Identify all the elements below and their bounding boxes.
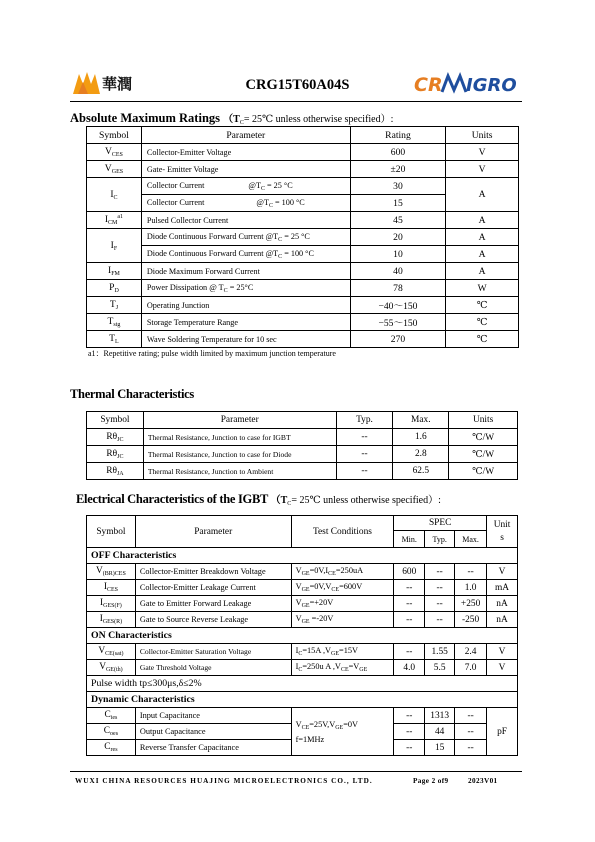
symbol-cell: $R\theta_{JC}$ <box>87 446 144 463</box>
typ-cell: -- <box>425 564 455 580</box>
typ-cell: 1313 <box>425 708 455 724</box>
max-cell: 62.5 <box>393 463 449 480</box>
table-row <box>87 331 519 348</box>
max-cell: +250 <box>455 596 487 612</box>
header-rule <box>70 101 522 102</box>
max-cell: -- <box>455 724 487 740</box>
table-row <box>87 280 519 297</box>
rating-cell: ±20 <box>350 161 446 178</box>
table-header-row <box>87 127 519 144</box>
footer-company: WUXI CHINA RESOURCES HUAJING MICROELECTRONICS CO., LTD. <box>75 777 373 785</box>
elec-condition: （$T_C=$ 25℃ unless otherwise specified）: <box>270 495 441 507</box>
col-parameter: Parameter <box>135 516 291 548</box>
table-header-row <box>87 412 518 429</box>
thermal-table <box>86 411 518 480</box>
test-cell: $V_{CE}=25V,V_{GE}=0V$ f=1MHz <box>291 708 394 756</box>
col-units: Units <box>446 127 519 144</box>
unit-cell: V <box>487 660 518 676</box>
min-cell: 4.0 <box>394 660 425 676</box>
table-header-row <box>87 516 518 531</box>
table-row <box>87 314 519 331</box>
max-cell: 1.6 <box>393 429 449 446</box>
electrical-table <box>86 515 518 756</box>
test-cell: $V_{GE} =-20V$ <box>291 612 394 628</box>
document-title: CRG15T60A04S <box>245 77 350 93</box>
symbol-cell: $P_D$ <box>87 280 142 297</box>
parameter-cell: Collector-Emitter Saturation Voltage <box>135 644 291 660</box>
symbol-cell: $T_J$ <box>87 297 142 314</box>
elec-title: Electrical Characteristics of the IGBT （$T_C=$ 25℃ unless otherwise specified）: <box>76 492 441 507</box>
unit-cell: A <box>446 178 519 212</box>
table-row <box>87 246 519 263</box>
svg-text:CR: CR <box>414 74 443 96</box>
unit-cell: ℃/W <box>449 463 518 480</box>
thermal-title: Thermal Characteristics <box>70 387 194 401</box>
unit-cell: mA <box>487 580 518 596</box>
abs-max-condition: （$T_C=$ 25℃ unless otherwise specified）: <box>223 114 394 126</box>
table-row <box>87 297 519 314</box>
symbol-cell: $V_{CE(sat)}$ <box>87 644 136 660</box>
abs-max-title: Absolute Maximum Ratings （$T_C=$ 25℃ unless otherwise specified）: <box>70 111 394 126</box>
col-units: Units <box>487 516 518 548</box>
symbol-cell: $I_{GES(R)}$ <box>87 612 136 628</box>
symbol-cell: $R\theta_{JC}$ <box>87 429 144 446</box>
table-row <box>87 229 519 246</box>
footer-rule <box>70 771 522 772</box>
rating-cell: −55～150 <box>350 314 446 331</box>
unit-cell: A <box>446 263 519 280</box>
max-cell: -- <box>455 740 487 756</box>
test-cell: $V_{GE}=0V,I_{CE}=250uA$ <box>291 564 394 580</box>
parameter-cell: Diode Continuous Forward Current $@T_C = 25$ °C <box>141 229 350 246</box>
min-cell: -- <box>394 708 425 724</box>
symbol-cell: $T_L$ <box>87 331 142 348</box>
col-max: Max. <box>393 412 449 429</box>
table-row <box>87 144 519 161</box>
rating-cell: −40～150 <box>350 297 446 314</box>
table-row <box>87 612 518 628</box>
symbol-cell: $T_{stg}$ <box>87 314 142 331</box>
min-cell: -- <box>394 724 425 740</box>
min-cell: -- <box>394 580 425 596</box>
rating-cell: 20 <box>350 229 446 246</box>
rating-cell: 45 <box>350 212 446 229</box>
parameter-cell: Diode Continuous Forward Current $@T_C = 100$ °C <box>141 246 350 263</box>
abs-max-table <box>86 126 519 348</box>
symbol-cell: $C_{ies}$ <box>87 708 136 724</box>
on-characteristics-title: ON Characteristics <box>87 628 518 644</box>
unit-cell: V <box>446 161 519 178</box>
symbol-cell: $I_F$ <box>87 229 142 263</box>
typ-cell: -- <box>336 429 393 446</box>
parameter-cell: Thermal Resistance, Junction to case for IGBT <box>143 429 336 446</box>
unit-cell: ℃ <box>446 331 519 348</box>
unit-cell: A <box>446 246 519 263</box>
table-row <box>87 178 519 195</box>
parameter-cell: Collector-Emitter Breakdown Voltage <box>135 564 291 580</box>
typ-cell: -- <box>425 612 455 628</box>
parameter-cell: Collector-Emitter Voltage <box>141 144 350 161</box>
min-cell: -- <box>394 644 425 660</box>
max-cell: 7.0 <box>455 660 487 676</box>
typ-cell: -- <box>336 446 393 463</box>
footer-page: Page 2 of9 <box>413 777 449 785</box>
note-row <box>87 676 518 692</box>
unit-cell: pF <box>487 708 518 756</box>
dynamic-characteristics-title: Dynamic Characteristics <box>87 692 518 708</box>
min-cell: 600 <box>394 564 425 580</box>
symbol-cell: $V_{CES}$ <box>87 144 142 161</box>
parameter-cell: Pulsed Collector Current <box>141 212 350 229</box>
symbol-cell: $I_{GES(F)}$ <box>87 596 136 612</box>
typ-cell: 44 <box>425 724 455 740</box>
rating-cell: 78 <box>350 280 446 297</box>
symbol-cell: $C_{oes}$ <box>87 724 136 740</box>
test-cell: $V_{GE}=0V,V_{CE}=600V$ <box>291 580 394 596</box>
table-row <box>87 212 519 229</box>
max-cell: -250 <box>455 612 487 628</box>
table-row <box>87 660 518 676</box>
pulse-width-note: Pulse width tp≤300μs,δ≤2% <box>87 676 518 692</box>
unit-cell: ℃/W <box>449 446 518 463</box>
symbol-cell: $R\theta_{JA}$ <box>87 463 144 480</box>
col-parameter: Parameter <box>143 412 336 429</box>
table-row <box>87 161 519 178</box>
max-cell: -- <box>455 708 487 724</box>
col-units: Units <box>449 412 518 429</box>
group-row <box>87 692 518 708</box>
parameter-cell: Gate- Emitter Voltage <box>141 161 350 178</box>
col-parameter: Parameter <box>141 127 350 144</box>
table-row <box>87 580 518 596</box>
unit-cell: V <box>487 644 518 660</box>
typ-cell: 15 <box>425 740 455 756</box>
table-row <box>87 263 519 280</box>
col-typ: Typ. <box>336 412 393 429</box>
footer <box>75 777 498 785</box>
symbol-cell: $V_{(BR)CES}$ <box>87 564 136 580</box>
svg-text:華潤: 華潤 <box>102 75 133 93</box>
abs-max-note: a1：Repetitive rating; pulse width limited by maximum junction temperature <box>88 349 336 358</box>
table-row <box>87 708 518 724</box>
group-row <box>87 628 518 644</box>
off-characteristics-title: OFF Characteristics <box>87 548 518 564</box>
test-cell: $I_C=250u$ A $,V_{CE}=V_{GE}$ <box>291 660 394 676</box>
parameter-cell: Output Capacitance <box>135 724 291 740</box>
parameter-cell: Operating Junction <box>141 297 350 314</box>
symbol-cell: $C_{res}$ <box>87 740 136 756</box>
col-symbol: Symbol <box>87 127 142 144</box>
max-cell: 2.8 <box>393 446 449 463</box>
unit-cell: ℃ <box>446 297 519 314</box>
table-row <box>87 564 518 580</box>
symbol-cell: $I_{FM}$ <box>87 263 142 280</box>
parameter-cell: Input Capacitance <box>135 708 291 724</box>
col-symbol: Symbol <box>87 516 136 548</box>
unit-cell: A <box>446 212 519 229</box>
col-max: Max. <box>455 531 487 548</box>
rating-cell: 600 <box>350 144 446 161</box>
min-cell: -- <box>394 740 425 756</box>
parameter-cell: Collector Current $@T_C = 100$ °C <box>141 195 350 212</box>
crmicro-logo <box>412 70 516 96</box>
unit-cell: nA <box>487 596 518 612</box>
symbol-cell: $I_{CES}$ <box>87 580 136 596</box>
symbol-cell: $I_C$ <box>87 178 142 212</box>
rating-cell: 270 <box>350 331 446 348</box>
parameter-cell: Diode Maximum Forward Current <box>141 263 350 280</box>
typ-cell: -- <box>336 463 393 480</box>
parameter-cell: Collector Current $@T_C = 25$ °C <box>141 178 350 195</box>
unit-cell: W <box>446 280 519 297</box>
rating-cell: 15 <box>350 195 446 212</box>
test-cell: $V_{GE}=+20V$ <box>291 596 394 612</box>
min-cell: -- <box>394 596 425 612</box>
parameter-cell: Wave Soldering Temperature for 10 sec <box>141 331 350 348</box>
parameter-cell: Gate Threshold Voltage <box>135 660 291 676</box>
col-spec: SPEC <box>394 516 487 531</box>
table-row <box>87 463 518 480</box>
symbol-cell: $V_{GE(th)}$ <box>87 660 136 676</box>
typ-cell: -- <box>425 596 455 612</box>
unit-cell: nA <box>487 612 518 628</box>
typ-cell: 5.5 <box>425 660 455 676</box>
footer-version: 2023V01 <box>468 777 498 785</box>
unit-cell: V <box>487 564 518 580</box>
typ-cell: 1.55 <box>425 644 455 660</box>
unit-cell: ℃/W <box>449 429 518 446</box>
svg-text:IGRO: IGRO <box>466 75 516 96</box>
rating-cell: 30 <box>350 178 446 195</box>
parameter-cell: Power Dissipation @ $T_C = 25^\circ C$ <box>141 280 350 297</box>
max-cell: 1.0 <box>455 580 487 596</box>
col-test-conditions: Test Conditions <box>291 516 394 548</box>
min-cell: -- <box>394 612 425 628</box>
max-cell: -- <box>455 564 487 580</box>
unit-cell: V <box>446 144 519 161</box>
parameter-cell: Reverse Transfer Capacitance <box>135 740 291 756</box>
parameter-cell: Storage Temperature Range <box>141 314 350 331</box>
rating-cell: 10 <box>350 246 446 263</box>
parameter-cell: Gate to Emitter Forward Leakage <box>135 596 291 612</box>
col-rating: Rating <box>350 127 446 144</box>
table-row <box>87 429 518 446</box>
group-row <box>87 548 518 564</box>
table-row <box>87 446 518 463</box>
table-row <box>87 596 518 612</box>
parameter-cell: Thermal Resistance, Junction to Ambient <box>143 463 336 480</box>
parameter-cell: Thermal Resistance, Junction to case for Diode <box>143 446 336 463</box>
max-cell: 2.4 <box>455 644 487 660</box>
test-cell: $I_C=15A$ $,V_{GE}=15V$ <box>291 644 394 660</box>
typ-cell: -- <box>425 580 455 596</box>
unit-cell: ℃ <box>446 314 519 331</box>
unit-cell: A <box>446 229 519 246</box>
parameter-cell: Collector-Emitter Leakage Current <box>135 580 291 596</box>
parameter-cell: Gate to Source Reverse Leakage <box>135 612 291 628</box>
table-row <box>87 644 518 660</box>
col-min: Min. <box>394 531 425 548</box>
col-symbol: Symbol <box>87 412 144 429</box>
rating-cell: 40 <box>350 263 446 280</box>
symbol-cell: $I_{CM}^{a1}$ <box>87 212 142 229</box>
symbol-cell: $V_{GES}$ <box>87 161 142 178</box>
col-typ: Typ. <box>425 531 455 548</box>
